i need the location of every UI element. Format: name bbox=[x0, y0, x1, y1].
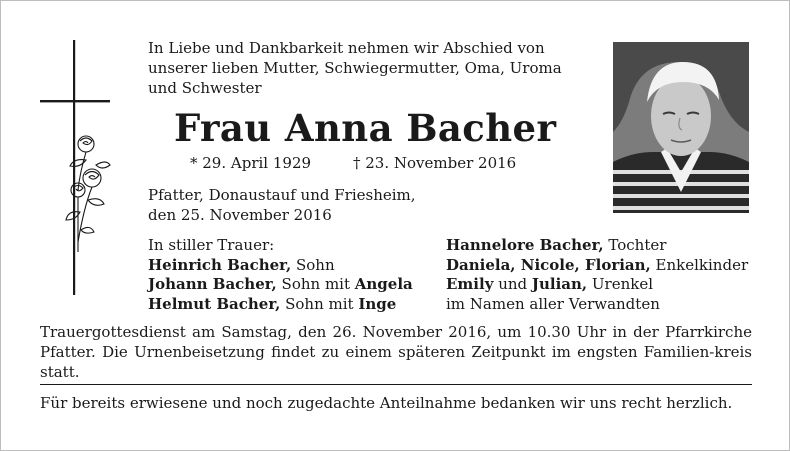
birth-date: * 29. April 1929 bbox=[190, 154, 312, 172]
mourner-line: im Namen aller Verwandten bbox=[446, 294, 660, 313]
mourner-line: Hannelore Bacher, Tochter bbox=[446, 236, 667, 254]
thanks-note: Für bereits erwiesene und noch zugedachte Anteilnahme bedanken wir uns recht herzlich. bbox=[40, 394, 733, 412]
intro-line: und Schwester bbox=[148, 79, 262, 97]
mourners-right bbox=[446, 236, 748, 314]
cross-with-roses-icon bbox=[34, 40, 124, 295]
death-date: † 23. November 2016 bbox=[353, 154, 517, 172]
date-line: den 25. November 2016 bbox=[148, 206, 332, 224]
deceased-name: Frau Anna Bacher bbox=[174, 106, 557, 150]
service-notice: Trauergottesdienst am Samstag, den 26. November 2016, um 10.30 Uhr in der Pfarrkirche Pfatter. Die Urnenbeisetzung findet zu einem späteren Zeitpunkt im engsten Familien-kreis statt. bbox=[40, 323, 752, 381]
place-line: Pfatter, Donaustauf und Friesheim, bbox=[148, 186, 416, 204]
mourners-left bbox=[148, 236, 413, 314]
place-and-date bbox=[148, 185, 416, 225]
mourner-line: Johann Bacher, Sohn mit Angela bbox=[148, 275, 413, 293]
divider bbox=[40, 384, 752, 385]
intro-line: unserer lieben Mutter, Schwiegermutter, Oma, Uroma bbox=[148, 59, 562, 77]
intro-text bbox=[148, 38, 598, 98]
mourner-line: In stiller Trauer: bbox=[148, 236, 275, 254]
portrait-photo bbox=[613, 42, 749, 213]
mourner-line: Daniela, Nicole, Florian, Enkelkinder bbox=[446, 255, 749, 274]
mourner-line: Emily und Julian, Urenkel bbox=[446, 275, 654, 293]
mourner-line: Heinrich Bacher, Sohn bbox=[148, 255, 335, 274]
mourner-line: Helmut Bacher, Sohn mit Inge bbox=[148, 294, 397, 313]
intro-line: In Liebe und Dankbarkeit nehmen wir Abschied von bbox=[148, 39, 545, 57]
